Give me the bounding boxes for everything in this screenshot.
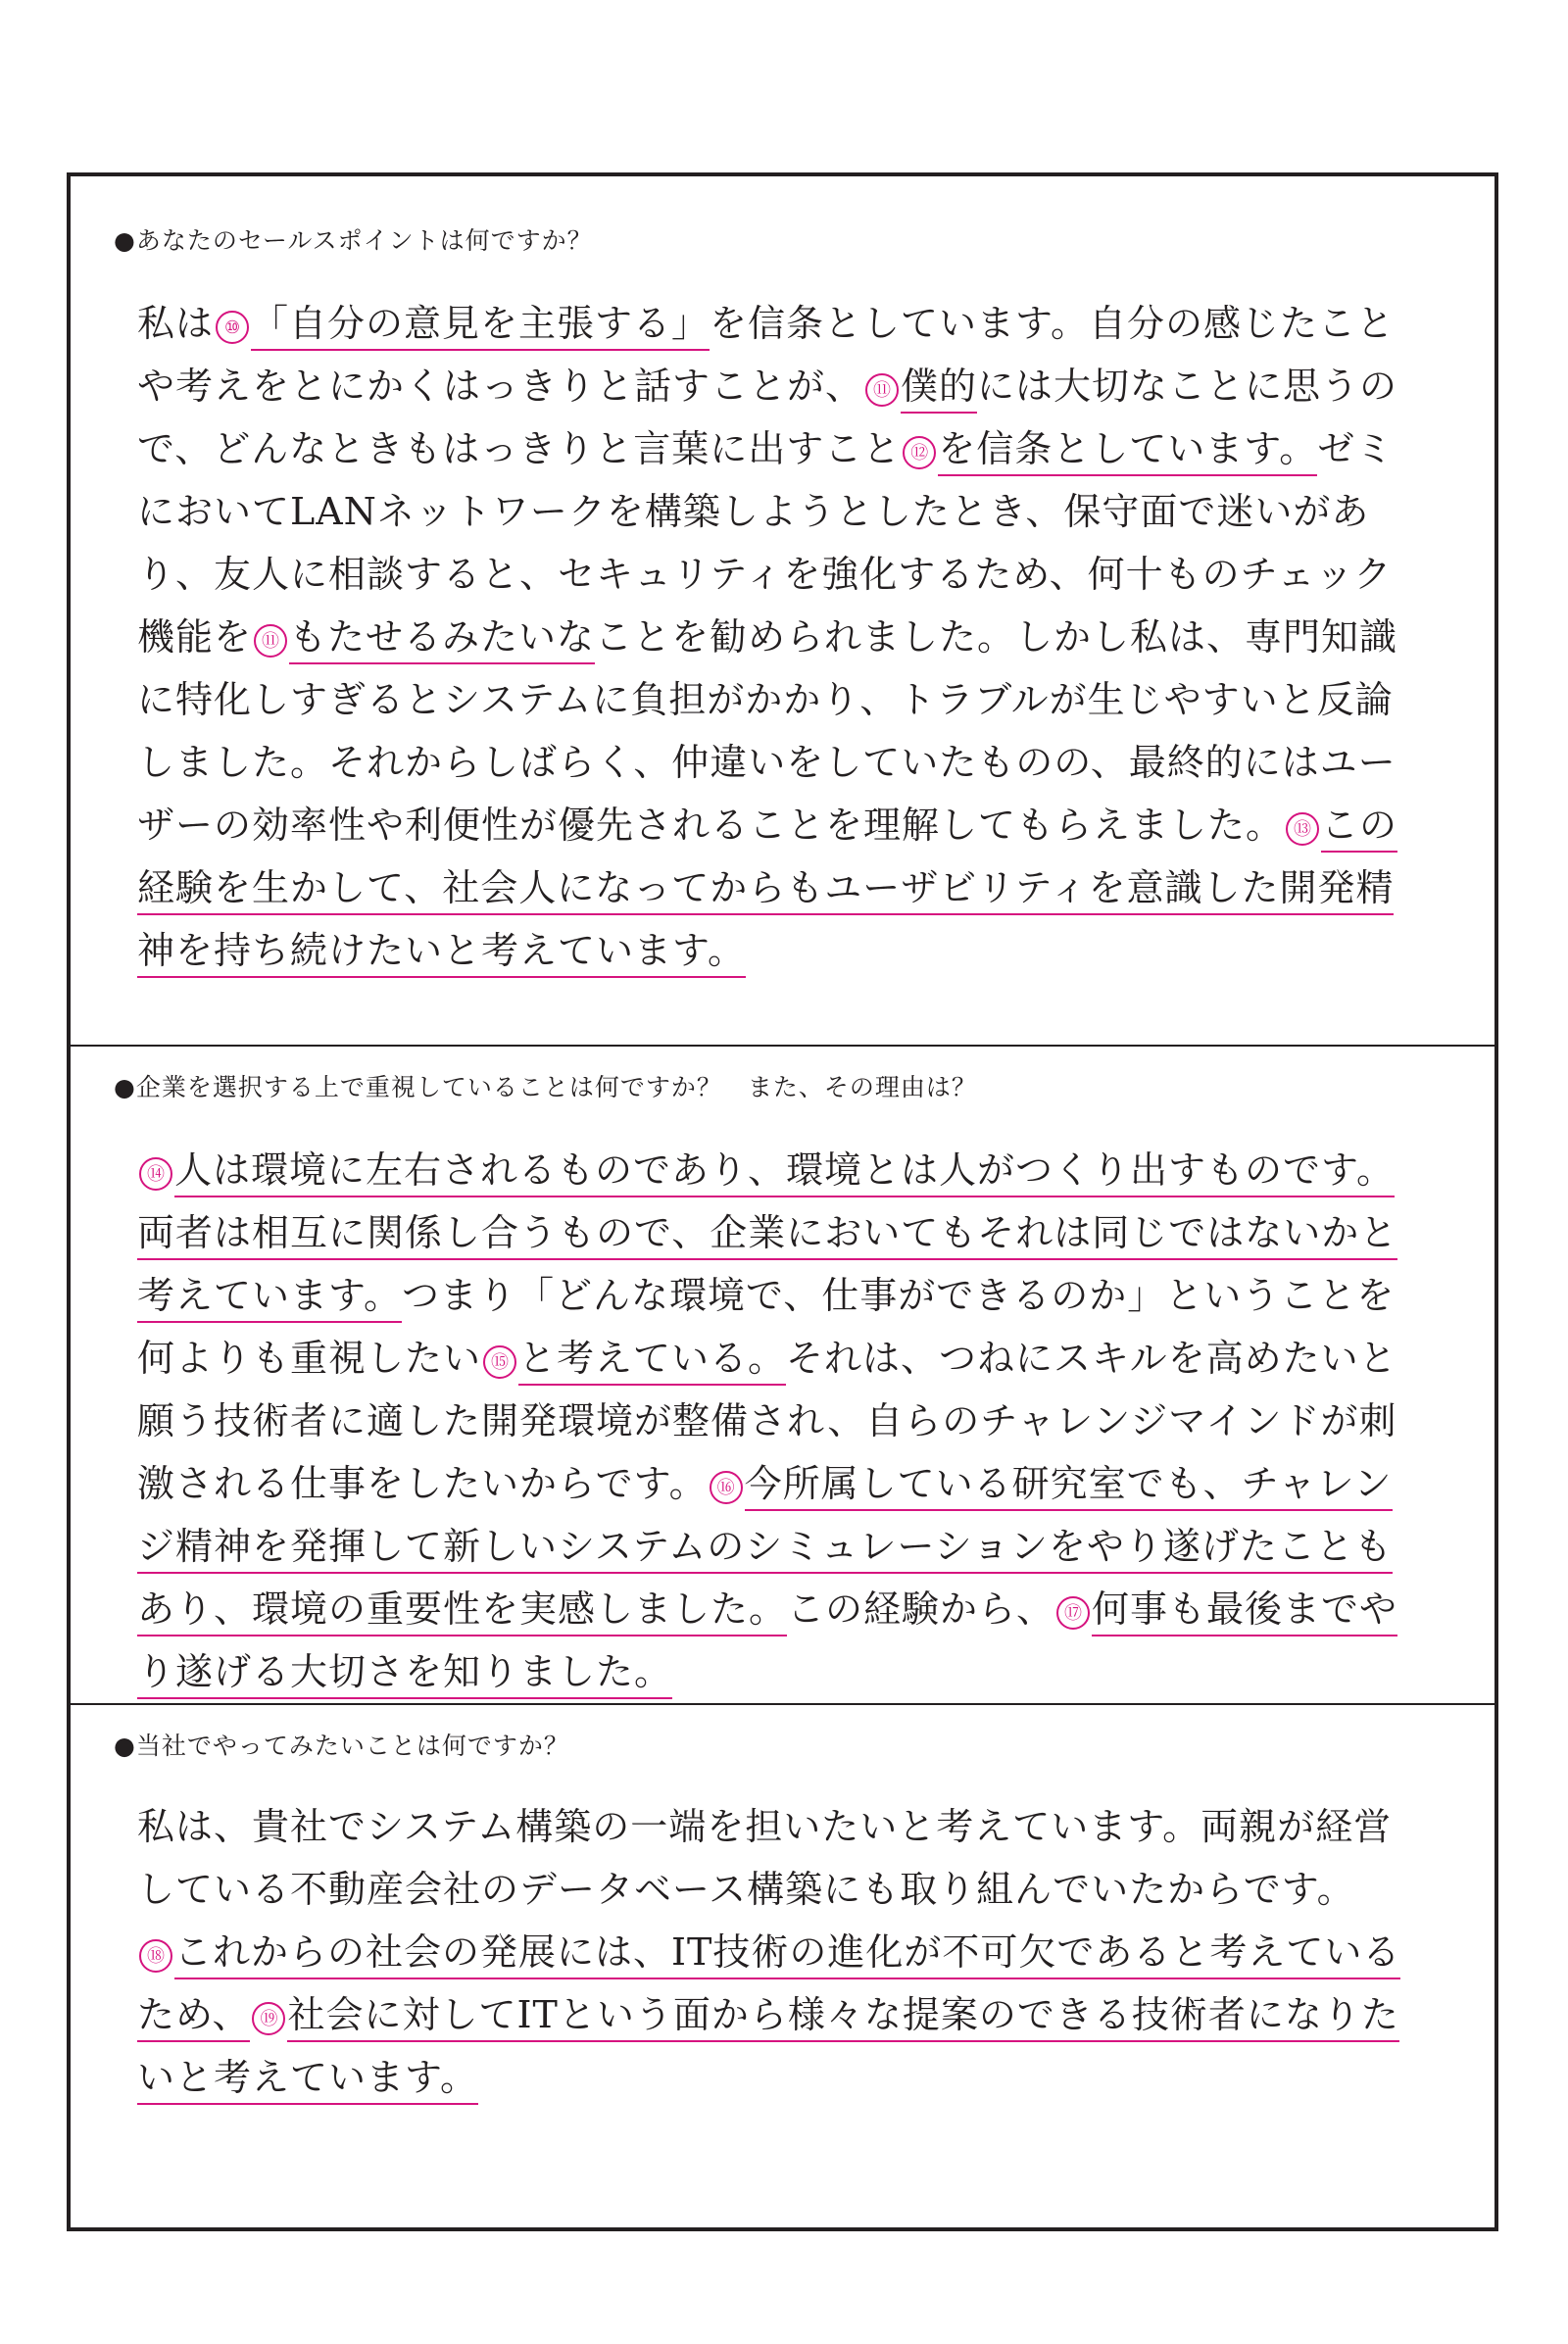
text-segment: り、友人に相談すると、セキュリティを強化するため、何十ものチェック <box>137 553 1393 596</box>
answer-line <box>137 1640 1441 1703</box>
underlined-phrase: 「自分の意見を主張する」 <box>251 302 710 351</box>
text-segment: には大切なことに思うの <box>977 365 1398 408</box>
text-segment: や考えをとにかくはっきりと話すことが、 <box>137 365 864 408</box>
underlined-phrase: 僕的 <box>901 365 977 414</box>
answer-line <box>137 1452 1441 1515</box>
underlined-phrase: いと考えています。 <box>137 2056 478 2105</box>
circled-number-marker: ⑪ <box>254 624 287 658</box>
underlined-phrase: と考えている。 <box>518 1337 786 1386</box>
text-segment: つまり「どんな環境で、仕事ができるのか」ということを <box>401 1274 1396 1317</box>
text-segment: 機能を <box>137 615 253 659</box>
text-segment: それは、つねにスキルを高めたいと <box>786 1337 1397 1380</box>
question-heading: ●当社でやってみたいことは何ですか？ <box>114 1732 569 1760</box>
question-heading: ●企業を選択する上で重視していることは何ですか？ また、その理由は？ <box>114 1073 977 1101</box>
circled-number-marker: ⑬ <box>1286 812 1319 846</box>
answer-line <box>137 606 1441 668</box>
circled-number-marker: ⑫ <box>903 436 936 469</box>
answer-line <box>137 856 1441 919</box>
text-segment: しました。それからしばらく、仲違いをしていたものの、最終的にはユー <box>137 741 1396 784</box>
section-company-selection <box>71 1047 1494 1705</box>
section-what-to-do <box>71 1705 1494 2231</box>
text-segment: 何よりも重視したい <box>137 1337 482 1380</box>
answer-line <box>137 543 1441 606</box>
answer-line <box>137 355 1441 417</box>
answer-line <box>137 1921 1441 1983</box>
answer-line <box>137 292 1441 355</box>
answer-line <box>137 1139 1441 1201</box>
underlined-phrase: ジ精神を発揮して新しいシステムのシミュレーションをやり遂げたことも <box>137 1525 1393 1574</box>
underlined-phrase: り遂げる大切さを知りました。 <box>137 1650 672 1699</box>
underlined-phrase: 経験を生かして、社会人になってからもユーザビリティを意識した開発精 <box>137 866 1394 915</box>
answer-line <box>137 1390 1441 1452</box>
underlined-phrase: 考えています。 <box>137 1274 402 1323</box>
answer-line <box>137 1201 1441 1264</box>
text-segment: 願う技術者に適した開発環境が整備され、自らのチャレンジマインドが刺 <box>137 1399 1397 1442</box>
circled-number-marker: ⑯ <box>710 1471 743 1504</box>
circled-number-marker: ⑮ <box>483 1345 516 1379</box>
text-segment: 激される仕事をしたいからです。 <box>137 1462 708 1505</box>
answer-line <box>137 2046 1441 2109</box>
answer-line <box>137 1858 1441 1921</box>
answer-line <box>137 919 1441 982</box>
underlined-phrase: もたせるみたいな <box>289 615 595 664</box>
answer-line <box>137 1795 1441 1858</box>
text-segment: 私は <box>137 302 215 345</box>
answer-line <box>137 1983 1441 2046</box>
answer-line <box>137 1515 1441 1578</box>
underlined-phrase: 両者は相互に関係し合うもので、企業においてもそれは同じではないかと <box>137 1211 1397 1260</box>
circled-number-marker: ⑩ <box>216 311 249 344</box>
underlined-phrase: この <box>1321 804 1397 853</box>
answer-line <box>137 1578 1441 1640</box>
text-segment: ことを勧められました。しかし私は、専門知識 <box>595 615 1398 659</box>
answer-line <box>137 1264 1441 1327</box>
answer-line <box>137 417 1441 480</box>
answer-line <box>137 668 1441 731</box>
text-segment: 私は、貴社でシステム構築の一端を担いたいと考えています。両親が経営 <box>137 1805 1393 1848</box>
underlined-phrase: 神を持ち続けたいと考えています。 <box>137 929 746 978</box>
circled-number-marker: ⑭ <box>139 1157 172 1191</box>
text-segment: ザーの効率性や利便性が優先されることを理解してもらえました。 <box>137 804 1285 847</box>
text-segment: ゼミ <box>1317 427 1395 470</box>
answer-line <box>137 794 1441 856</box>
text-segment: している不動産会社のデータベース構築にも取り組んでいたからです。 <box>137 1868 1355 1911</box>
essay-sheet <box>67 172 1498 2231</box>
underlined-phrase: 人は環境に左右されるものであり、環境とは人がつくり出すものです。 <box>174 1148 1395 1197</box>
underlined-phrase: 今所属している研究室でも、チャレン <box>745 1462 1393 1511</box>
circled-number-marker: ⑪ <box>865 373 899 407</box>
question-heading: ●あなたのセールスポイントは何ですか？ <box>114 226 593 255</box>
underlined-phrase: これからの社会の発展には、IT技術の進化が不可欠であると考えている <box>174 1930 1400 1979</box>
answer-text <box>137 292 1441 982</box>
answer-text <box>137 1139 1441 1703</box>
underlined-phrase: を信条としています。 <box>938 427 1317 476</box>
underlined-phrase: あり、環境の重要性を実感しました。 <box>137 1587 787 1636</box>
text-segment: においてLANネットワークを構築しようとしたとき、保守面で迷いがあ <box>137 490 1370 533</box>
text-segment: で、どんなときもはっきりと言葉に出すこと <box>137 427 902 470</box>
underlined-phrase: ため、 <box>137 1993 250 2042</box>
text-segment: を信条としています。自分の感じたこと <box>710 302 1395 345</box>
section-sales-point <box>71 176 1494 1047</box>
answer-text <box>137 1795 1441 2109</box>
answer-line <box>137 1327 1441 1390</box>
underlined-phrase: 社会に対してITという面から様々な提案のできる技術者になりた <box>287 1993 1398 2042</box>
answer-line <box>137 731 1441 794</box>
circled-number-marker: ⑰ <box>1056 1596 1090 1630</box>
circled-number-marker: ⑲ <box>252 2002 285 2035</box>
answer-line <box>137 480 1441 543</box>
circled-number-marker: ⑱ <box>139 1939 172 1973</box>
text-segment: この経験から、 <box>787 1587 1055 1631</box>
underlined-phrase: 何事も最後までや <box>1092 1587 1397 1636</box>
text-segment: に特化しすぎるとシステムに負担がかかり、トラブルが生じやすいと反論 <box>137 678 1394 721</box>
